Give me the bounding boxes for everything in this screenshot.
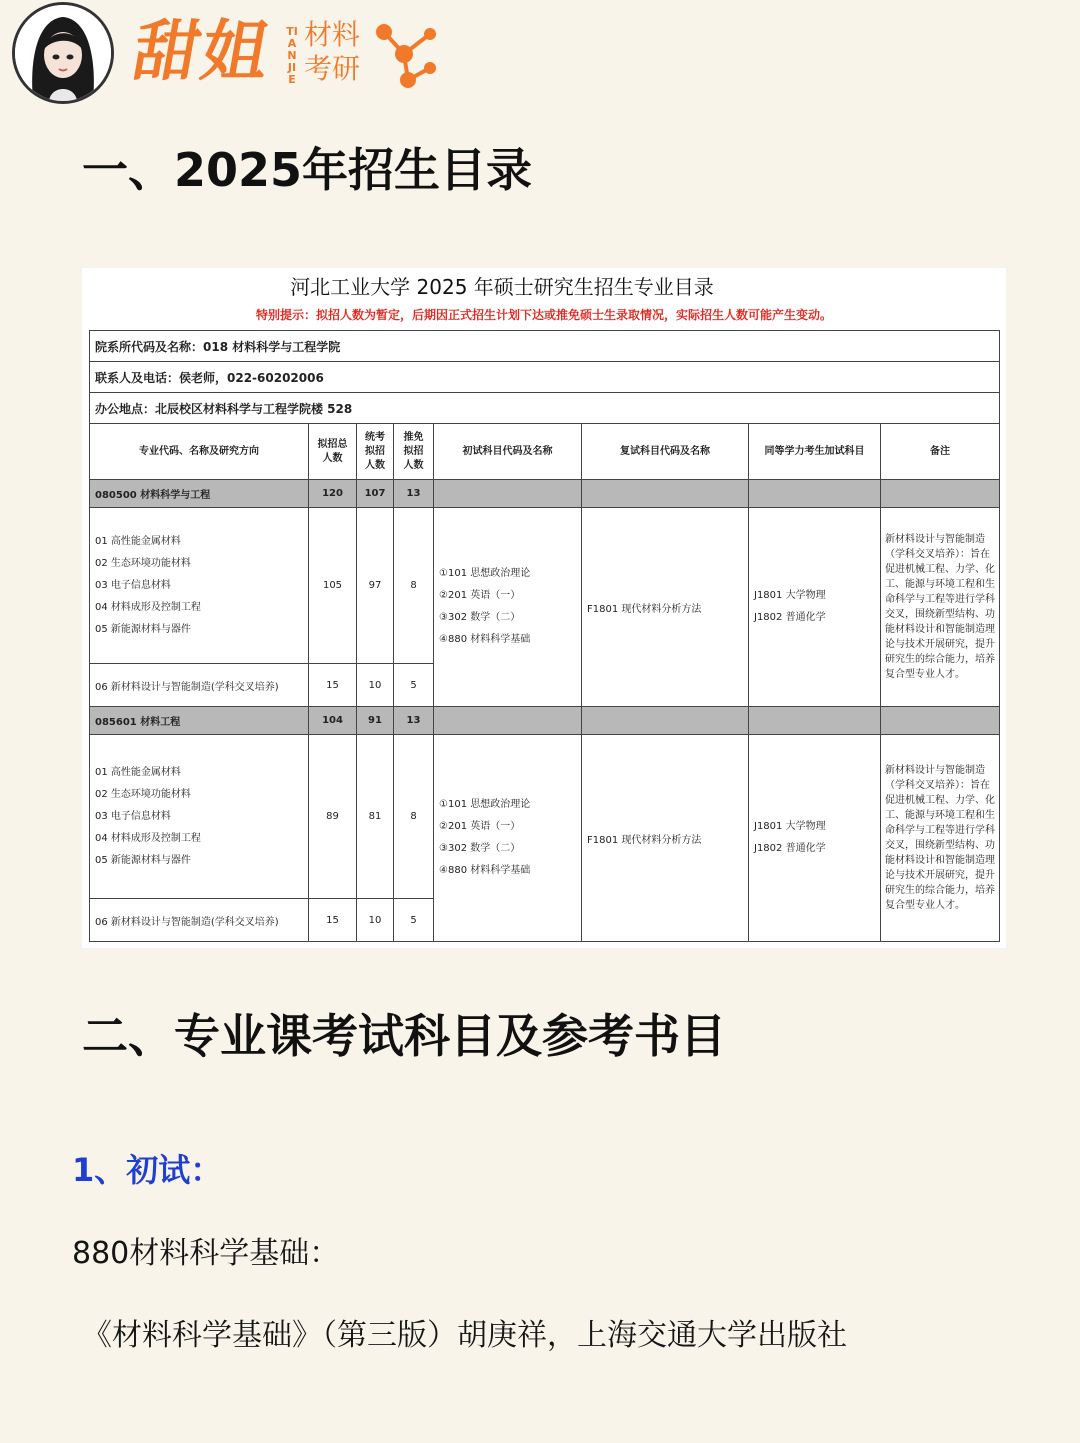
direction-list [90, 735, 309, 899]
major-name: 085601 材料工程 [90, 707, 309, 735]
remark: 新材料设计与智能制造（学科交叉培养）：旨在促进机械工程、力学、化工、能源与环境工程和生命科学与工程等进行学科交叉，围绕新型结构、功能材料设计和智能制造理论与技术开展研究，提升研究生的综合能力，培养复合型专业人才。 [881, 735, 1000, 942]
direction-exam: 10 [357, 664, 394, 707]
section-2-title: 二、专业课考试科目及参考书目 [82, 1009, 726, 1063]
office-info: 办公地点：北辰校区材料科学与工程学院楼 528 [90, 393, 1000, 424]
prelim-heading: 1、初试： [72, 1151, 223, 1189]
subject-item: ③302 数学（二） [439, 612, 521, 623]
major-name: 080500 材料科学与工程 [90, 480, 309, 508]
dept-info: 院系所代码及名称：018 材料科学与工程学院 [90, 331, 1000, 362]
direction-exam: 81 [357, 735, 394, 899]
direction-item: 03 电子信息材料 [95, 579, 171, 591]
remark: 新材料设计与智能制造（学科交叉培养）：旨在促进机械工程、力学、化工、能源与环境工程和生命科学与工程等进行学科交叉，围绕新型结构、功能材料设计和智能制造理论与技术开展研究，提升研究生的综合能力，培养复合型专业人才。 [881, 508, 1000, 707]
table-row [90, 707, 1000, 735]
table-row [90, 508, 1000, 664]
subject-item: ①101 思想政治理论 [439, 799, 531, 810]
contact-info: 联系人及电话：侯老师，022-60202006 [90, 362, 1000, 393]
col-total: 拟招总人数 [309, 424, 357, 480]
col-exam: 统考拟招人数 [357, 424, 394, 480]
extra-subjects [749, 735, 881, 942]
subject-item: J1801 大学物理 [754, 590, 826, 601]
catalog-table [89, 330, 1000, 942]
direction-item: 03 电子信息材料 [95, 810, 171, 822]
direction-item: 04 材料成形及控制工程 [95, 601, 201, 613]
subject-item: ④880 材料科学基础 [439, 865, 531, 876]
major-exempt: 13 [394, 480, 434, 508]
subject-item: ②201 英语（一） [439, 590, 521, 601]
retest-subject: F1801 现代材料分析方法 [582, 508, 749, 707]
col-retest: 复试科目代码及名称 [582, 424, 749, 480]
prelim-subject: 880材料科学基础： [72, 1236, 340, 1271]
section-1-title: 一、2025年招生目录 [82, 143, 533, 197]
direction-exempt: 5 [394, 899, 434, 942]
first-exam-subjects [434, 508, 582, 707]
subject-item: J1802 普通化学 [754, 612, 826, 623]
direction-total: 15 [309, 664, 357, 707]
col-major: 专业代码、名称及研究方向 [90, 424, 309, 480]
subject-item: J1802 普通化学 [754, 843, 826, 854]
col-exempt: 推免拟招人数 [394, 424, 434, 480]
direction-exam: 97 [357, 508, 394, 664]
subject-item: J1801 大学物理 [754, 821, 826, 832]
extra-subjects [749, 508, 881, 707]
brand-name: 甜姐 [127, 13, 277, 90]
subject-item: ①101 思想政治理论 [439, 568, 531, 579]
direction-exempt: 8 [394, 508, 434, 664]
direction-exam: 10 [357, 899, 394, 942]
brand-subtitle: 材料考研 [304, 18, 361, 85]
doc-notice: 特别提示：拟招人数为暂定，后期因正式招生计划下达或推免硕士生录取情况，实际招生人数可能产生变动。 [255, 308, 832, 322]
direction-total: 89 [309, 735, 357, 899]
subject-item: ③302 数学（二） [439, 843, 521, 854]
first-exam-subjects [434, 735, 582, 942]
direction-total: 105 [309, 508, 357, 664]
direction-total: 15 [309, 899, 357, 942]
direction-exempt: 5 [394, 664, 434, 707]
major-total: 104 [309, 707, 357, 735]
direction-item: 05 新能源材料与器件 [95, 623, 191, 635]
direction-item: 02 生态环境功能材料 [95, 557, 191, 569]
doc-title: 河北工业大学 2025 年硕士研究生招生专业目录 [290, 275, 714, 299]
major-exam: 107 [357, 480, 394, 508]
major-exam: 91 [357, 707, 394, 735]
prelim-book: 《材料科学基础》（第三版）胡庚祥，上海交通大学出版社 [82, 1318, 847, 1353]
major-total: 120 [309, 480, 357, 508]
direction-list [90, 508, 309, 664]
subject-item: ②201 英语（一） [439, 821, 521, 832]
girl-avatar-icon [15, 5, 111, 101]
direction-item: 02 生态环境功能材料 [95, 788, 191, 800]
major-exempt: 13 [394, 707, 434, 735]
col-extra: 同等学力考生加试科目 [749, 424, 881, 480]
table-row [90, 480, 1000, 508]
catalog-document [82, 268, 1006, 948]
direction-item: 06 新材料设计与智能制造(学科交叉培养) [90, 664, 309, 707]
retest-subject: F1801 现代材料分析方法 [582, 735, 749, 942]
brand-vertical-text: TIANJIE [286, 25, 298, 86]
molecule-icon [364, 18, 444, 98]
brand-header [12, 2, 452, 110]
col-remark: 备注 [881, 424, 1000, 480]
direction-item: 04 材料成形及控制工程 [95, 832, 201, 844]
table-header-row [90, 424, 1000, 480]
direction-item: 05 新能源材料与器件 [95, 854, 191, 866]
direction-item: 06 新材料设计与智能制造(学科交叉培养) [90, 899, 309, 942]
avatar [12, 2, 114, 104]
table-row [90, 735, 1000, 899]
direction-item: 01 高性能金属材料 [95, 535, 181, 547]
subject-item: ④880 材料科学基础 [439, 634, 531, 645]
direction-exempt: 8 [394, 735, 434, 899]
col-first: 初试科目代码及名称 [434, 424, 582, 480]
direction-item: 01 高性能金属材料 [95, 766, 181, 778]
